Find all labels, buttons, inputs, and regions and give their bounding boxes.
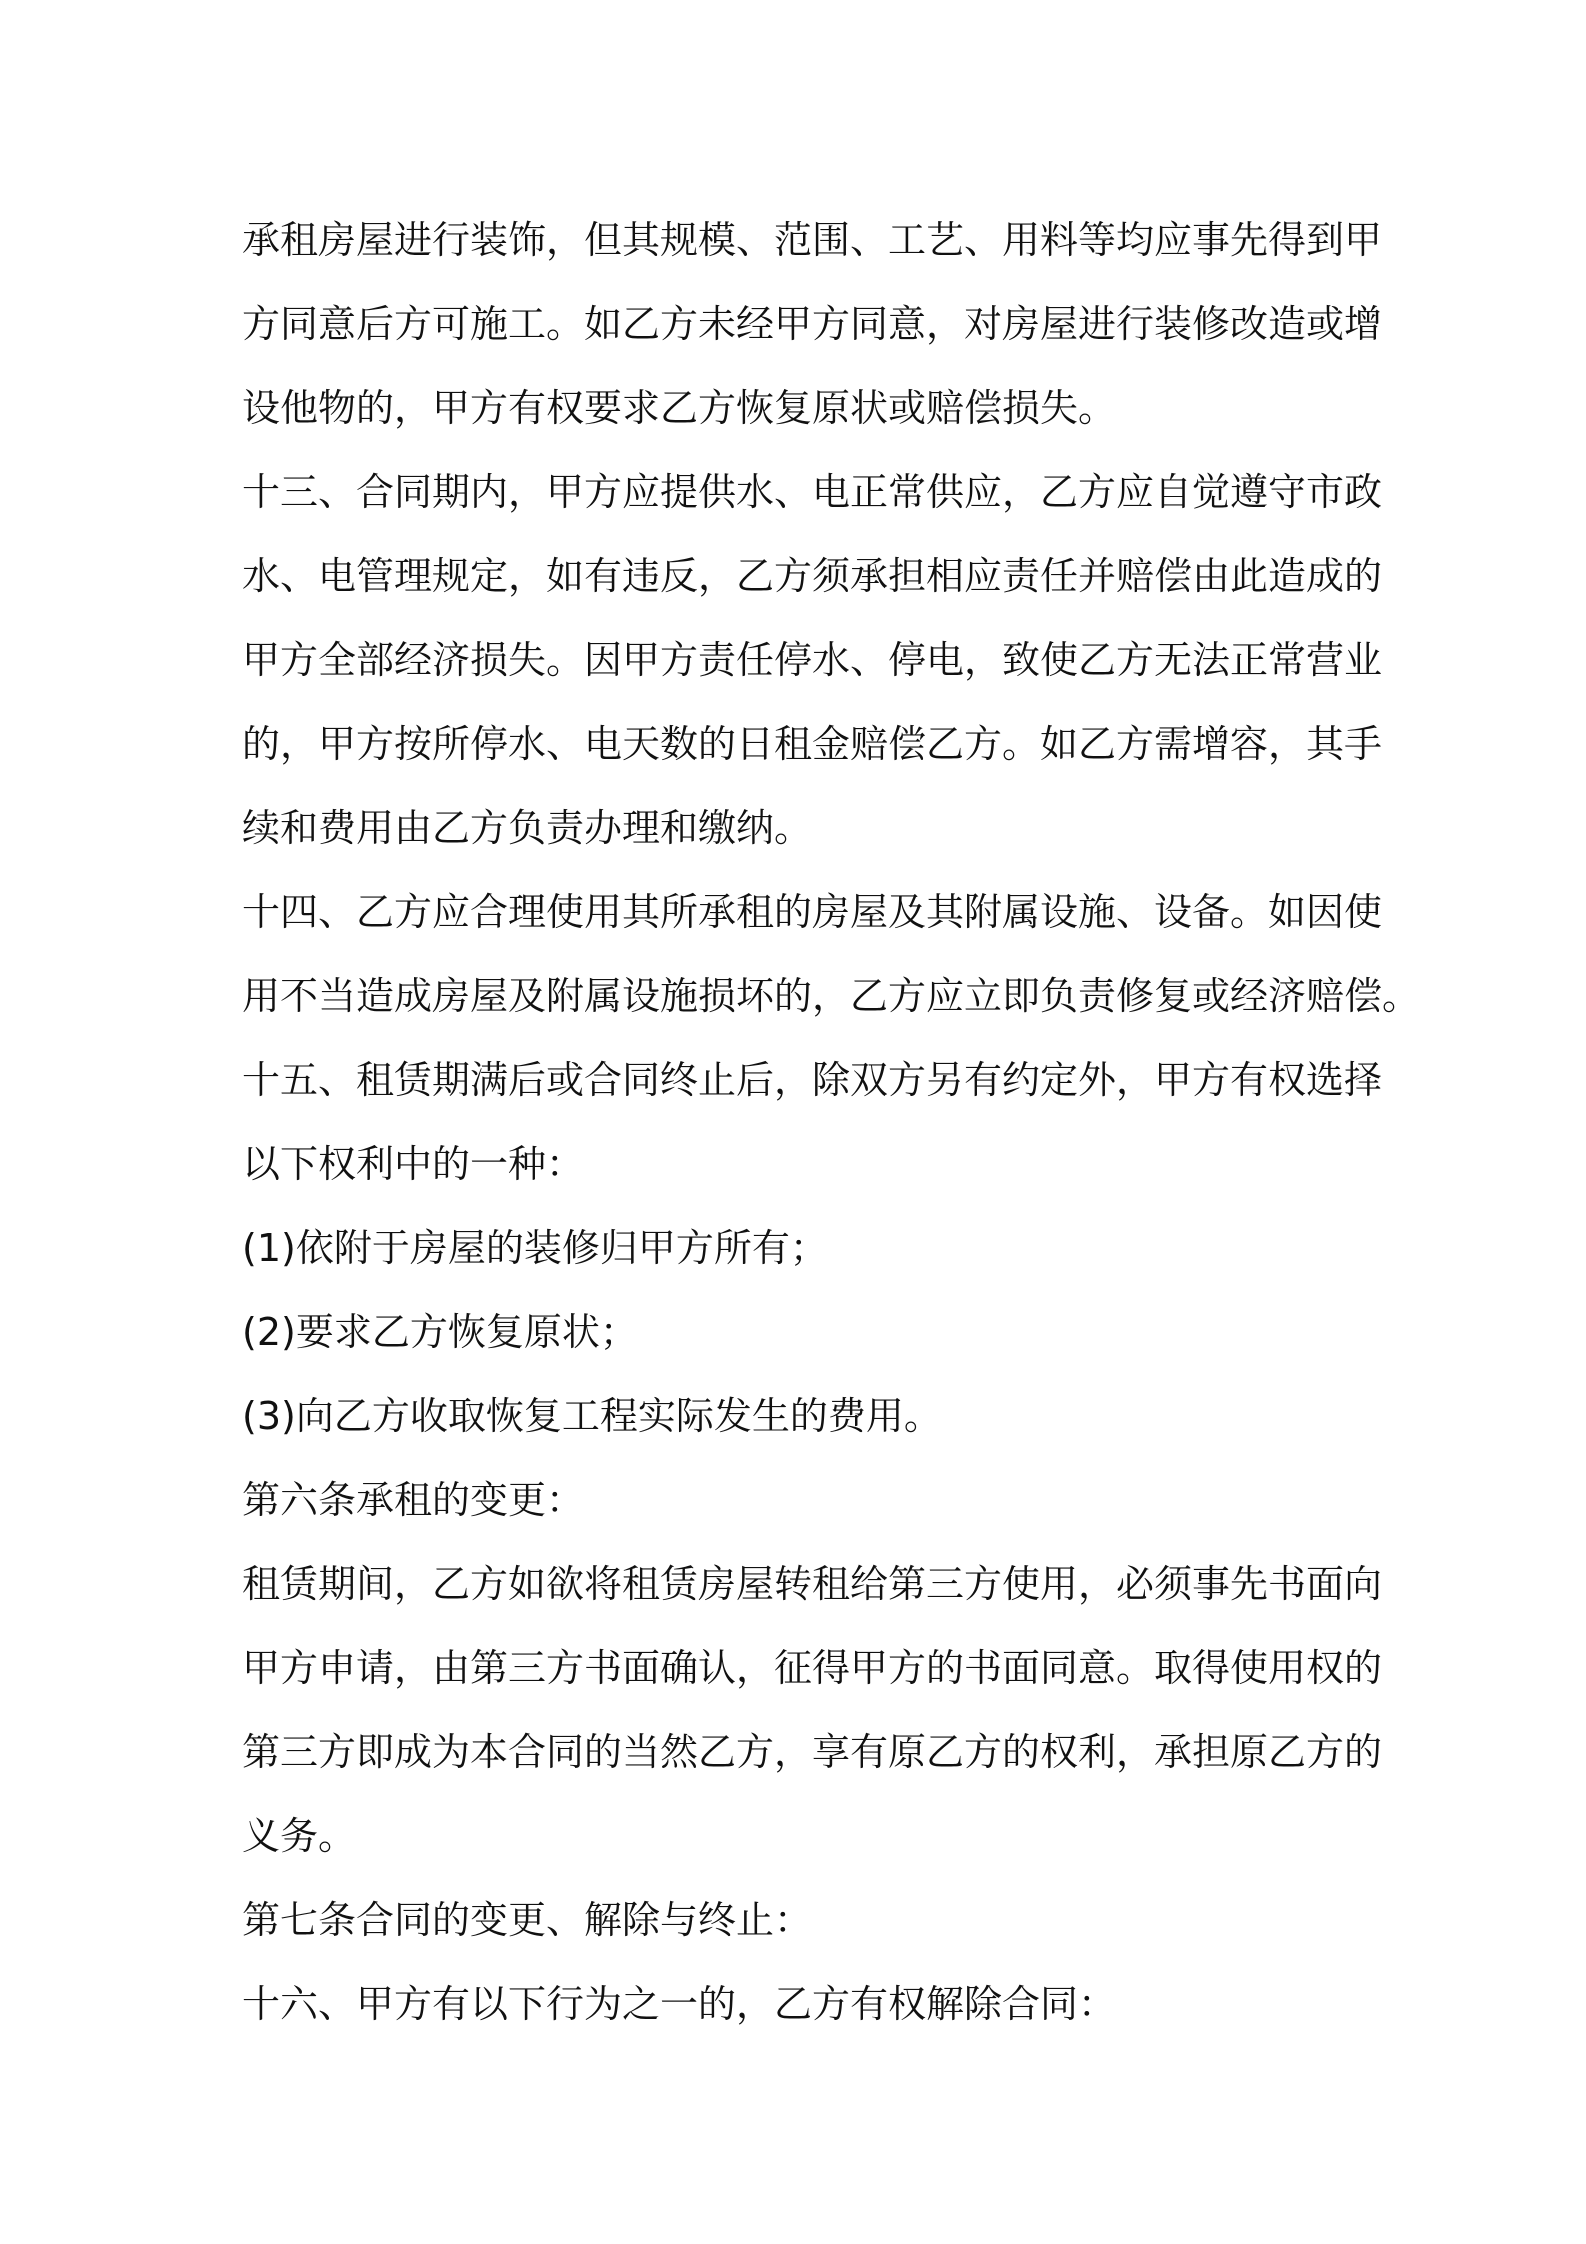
text-line: 义务。 [242, 1814, 357, 1858]
text-line: 的，甲方按所停水、电天数的日租金赔偿乙方。如乙方需增容，其手 [242, 722, 1383, 766]
list-item: (2)要求乙方恢复原状； [242, 1310, 638, 1354]
text-line: 方同意后方可施工。如乙方未经甲方同意，对房屋进行装修改造或增 [242, 302, 1383, 346]
clause-16-heading-line: 十六、甲方有以下行为之一的，乙方有权解除合同： [242, 1982, 1117, 2026]
document-body [242, 198, 1421, 2046]
text-line: 承租房屋进行装饰，但其规模、范围、工艺、用料等均应事先得到甲 [242, 218, 1383, 262]
text-line: 用不当造成房屋及附属设施损坏的，乙方应立即负责修复或经济赔偿。 [242, 974, 1421, 1018]
text-line: 甲方申请，由第三方书面确认，征得甲方的书面同意。取得使用权的 [242, 1646, 1383, 1690]
text-line: 第三方即成为本合同的当然乙方，享有原乙方的权利，承担原乙方的 [242, 1730, 1383, 1774]
list-item: (3)向乙方收取恢复工程实际发生的费用。 [242, 1394, 942, 1438]
text-line: 续和费用由乙方负责办理和缴纳。 [242, 806, 813, 850]
article-7-heading: 第七条合同的变更、解除与终止： [242, 1898, 813, 1942]
text-line: 甲方全部经济损失。因甲方责任停水、停电，致使乙方无法正常营业 [242, 638, 1383, 682]
text-line: 设他物的，甲方有权要求乙方恢复原状或赔偿损失。 [242, 386, 1117, 430]
article-6-heading: 第六条承租的变更： [242, 1478, 585, 1522]
text-line: 以下权利中的一种： [242, 1142, 585, 1186]
clause-13-heading-line: 十三、合同期内，甲方应提供水、电正常供应，乙方应自觉遵守市政 [242, 470, 1383, 514]
clause-14-heading-line: 十四、乙方应合理使用其所承租的房屋及其附属设施、设备。如因使 [242, 890, 1383, 934]
list-item: (1)依附于房屋的装修归甲方所有； [242, 1226, 828, 1270]
text-line: 租赁期间，乙方如欲将租赁房屋转租给第三方使用，必须事先书面向 [242, 1562, 1383, 1606]
clause-15-heading-line: 十五、租赁期满后或合同终止后，除双方另有约定外，甲方有权选择 [242, 1058, 1383, 1102]
text-line: 水、电管理规定，如有违反，乙方须承担相应责任并赔偿由此造成的 [242, 554, 1383, 598]
